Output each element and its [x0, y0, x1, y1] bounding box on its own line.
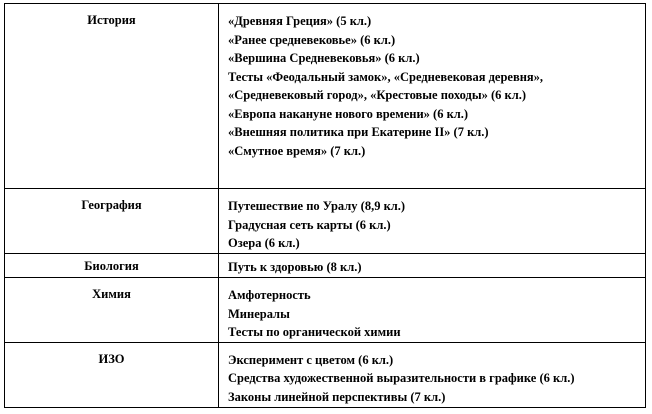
topic-item: Амфотерность [228, 288, 311, 302]
table-row-art [5, 342, 646, 407]
topic-item: Путь к здоровью (8 кл.) [228, 260, 362, 274]
topic-item: «Смутное время» (7 кл.) [228, 143, 366, 158]
topic-item: Эксперимент с цветом (6 кл.) [228, 352, 394, 367]
subject-cell [5, 342, 219, 407]
topic-item: Законы линейной перспективы (7 кл.) [228, 389, 446, 404]
topic-item: Путешествие по Уралу (8,9 кл.) [228, 199, 406, 213]
subject-name-biology: Биология [84, 259, 139, 273]
table-row-chemistry [5, 278, 646, 343]
topic-item: Тесты по органической химии [228, 325, 401, 339]
topics-cell [219, 254, 646, 278]
topic-item: «Средневековый город», «Крестовые походы» (6 кл.) [228, 88, 526, 102]
table-row-biology [5, 254, 646, 278]
topic-item: Минералы [228, 306, 290, 321]
subject-name-geography: География [81, 198, 142, 212]
table-row-history [5, 4, 646, 189]
subject-cell [5, 4, 219, 189]
topic-list-history [228, 4, 641, 160]
topics-cell [219, 189, 646, 254]
topic-item: «Ранее средневековье» (6 кл.) [228, 32, 396, 47]
topic-item: «Внешняя политика при Екатерине II» (7 кл.) [228, 125, 489, 139]
topic-item: Озера (6 кл.) [228, 236, 300, 250]
topic-item: «Древняя Греция» (5 кл.) [228, 14, 372, 28]
topic-list-geography [228, 189, 641, 253]
topic-item: Тесты «Феодальный замок», «Средневековая деревня», [228, 69, 544, 84]
topic-list-art [228, 343, 641, 407]
topic-item: Средства художественной выразительности в графике (6 кл.) [228, 371, 575, 385]
topic-item: «Европа накануне нового времени» (6 кл.) [228, 106, 469, 121]
topics-cell [219, 4, 646, 189]
topics-cell [219, 278, 646, 343]
topic-item: «Вершина Средневековья» (6 кл.) [228, 51, 420, 65]
topic-list-chemistry [228, 278, 641, 342]
table-row-geography [5, 189, 646, 254]
topic-item: Градусная сеть карты (6 кл.) [228, 217, 391, 232]
subjects-table [4, 3, 646, 408]
subject-name-chemistry: Химия [92, 287, 131, 301]
subject-cell [5, 254, 219, 278]
topics-cell [219, 342, 646, 407]
subject-cell [5, 278, 219, 343]
topic-list-biology [228, 254, 641, 277]
subject-cell [5, 189, 219, 254]
subject-name-history: История [87, 13, 136, 27]
subject-name-art: ИЗО [98, 351, 125, 366]
